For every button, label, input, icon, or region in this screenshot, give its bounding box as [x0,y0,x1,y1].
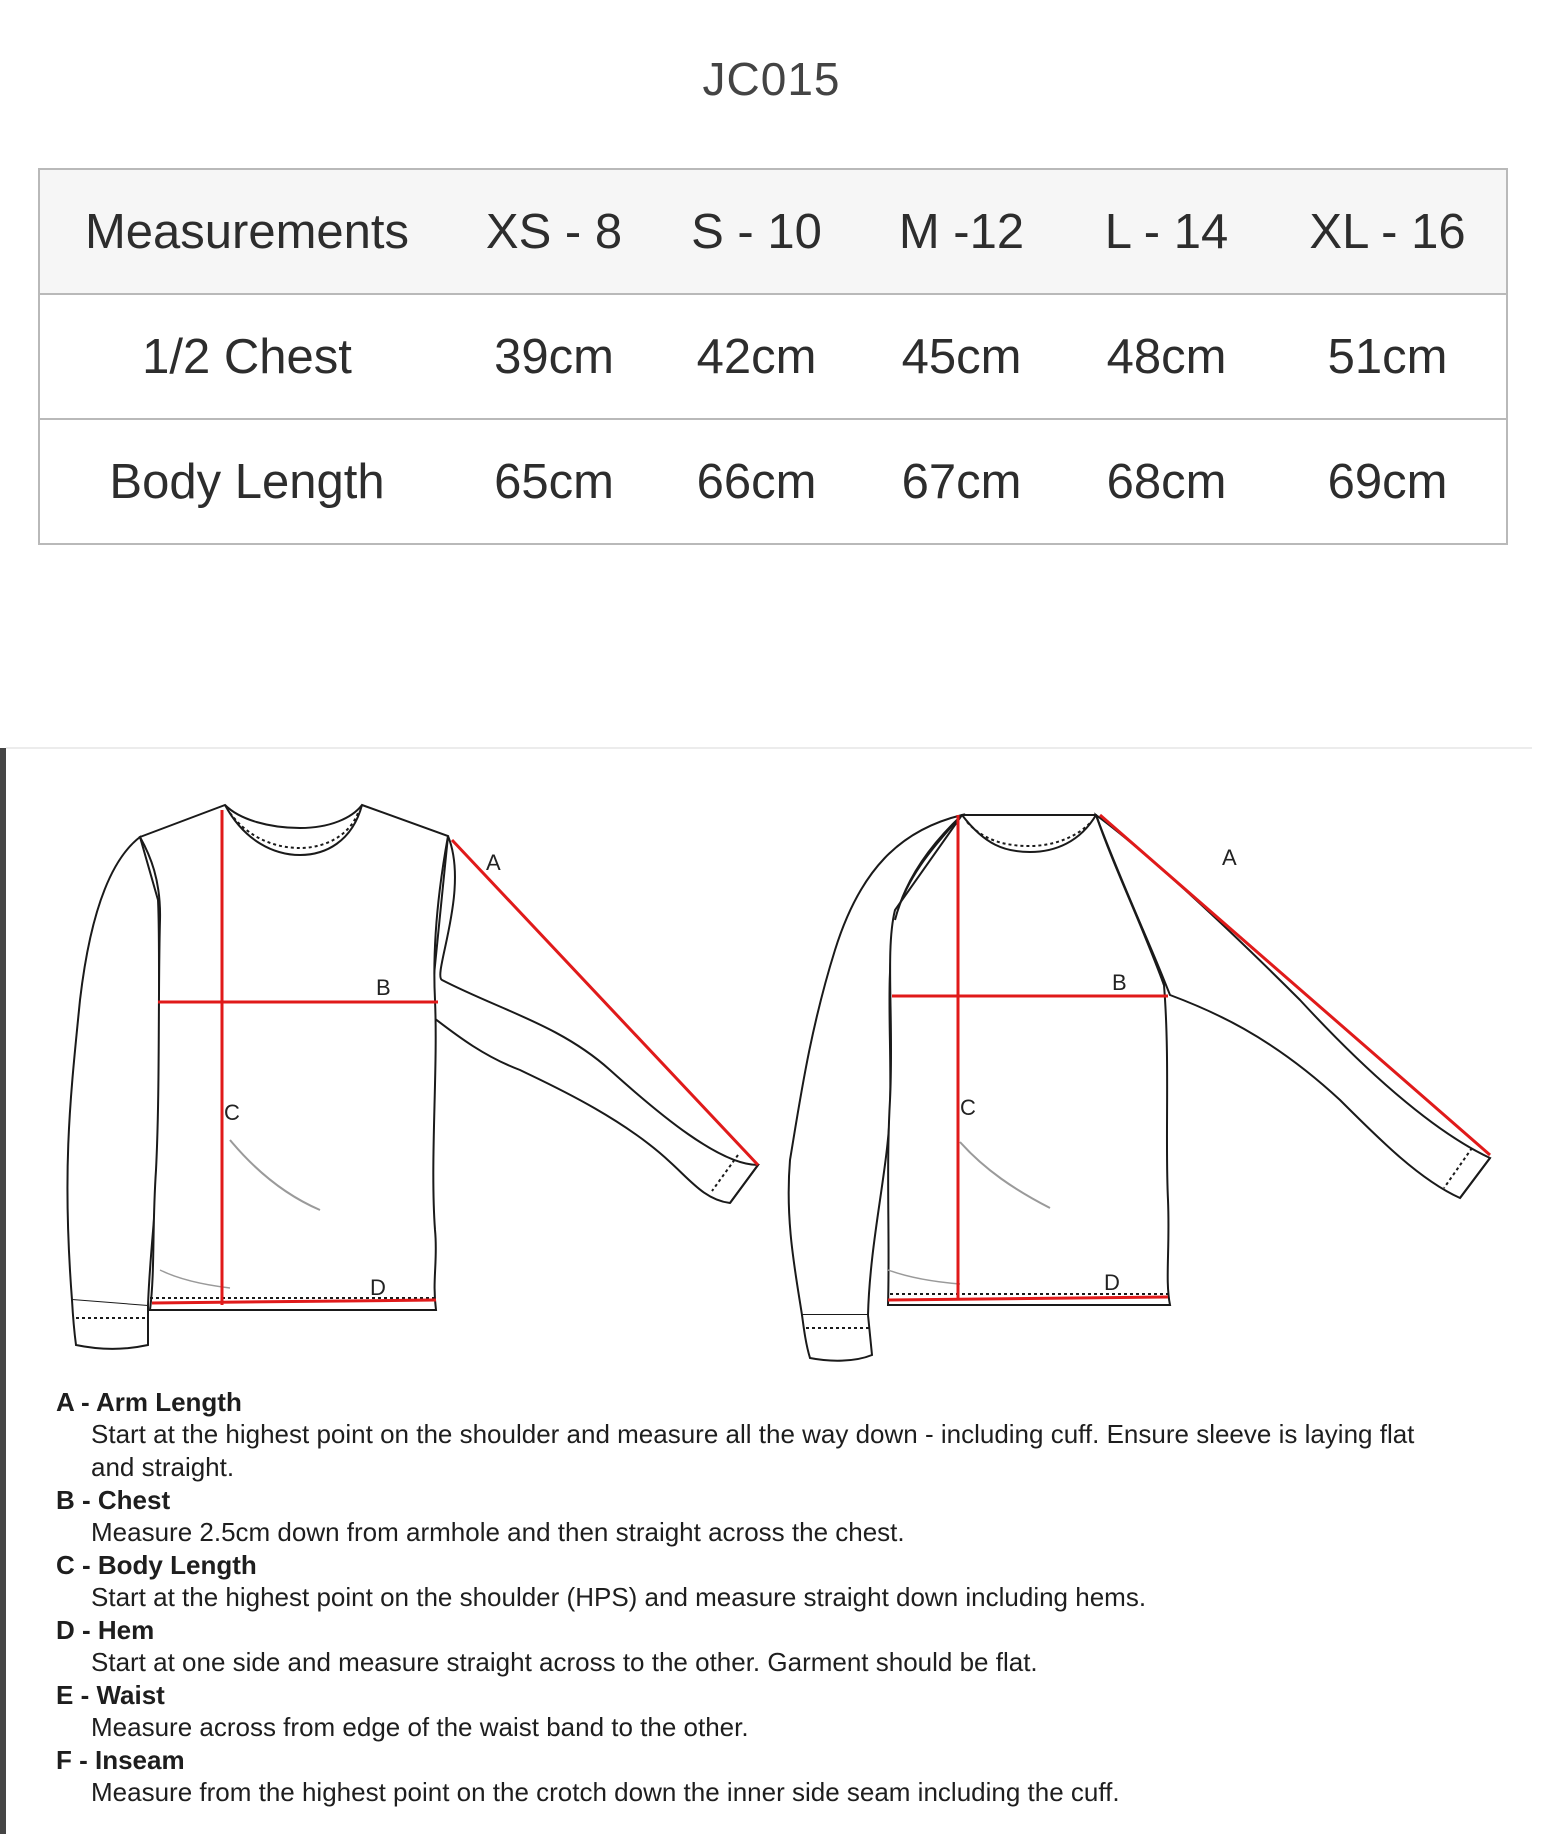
header-cell: XS - 8 [454,169,654,294]
left-label-c: C [224,1100,240,1125]
definition-title: E - Waist [56,1680,165,1710]
table-cell: 45cm [859,294,1064,419]
left-label-b: B [376,975,391,1000]
definition-hem [56,1614,1496,1679]
definition-text: Measure from the highest point on the crotch down the inner side seam including the cuff. [91,1777,1120,1807]
table-cell: 66cm [654,419,859,544]
definition-text: Measure 2.5cm down from armhole and then straight across the chest. [91,1517,905,1547]
measurement-definitions [56,1386,1496,1809]
definition-title: A - Arm Length [56,1387,242,1417]
table-cell: 69cm [1269,419,1507,544]
definition-arm-length [56,1386,1496,1484]
definition-body-length [56,1549,1496,1614]
table-row [39,294,1507,419]
definition-text: Start at the highest point on the shoulder (HPS) and measure straight down including hems. [91,1582,1147,1612]
section-divider [6,747,1532,749]
definition-inseam [56,1744,1496,1809]
raglan-sleeve-tshirt-drawing [789,815,1490,1361]
row-label-cell: 1/2 Chest [39,294,454,419]
left-label-d: D [370,1275,386,1300]
right-label-c: C [960,1095,976,1120]
table-cell: 42cm [654,294,859,419]
table-cell: 68cm [1064,419,1269,544]
page-title: JC015 [702,53,841,105]
table-cell: 65cm [454,419,654,544]
left-label-a: A [486,850,501,875]
definition-title: B - Chest [56,1485,171,1515]
table-cell: 39cm [454,294,654,419]
definition-text: Measure across from edge of the waist band to the other. [91,1712,749,1742]
right-label-b: B [1112,970,1127,995]
definition-title: C - Body Length [56,1550,257,1580]
header-cell: XL - 16 [1269,169,1507,294]
set-in-sleeve-tshirt-drawing [67,805,758,1349]
size-chart-table [38,168,1508,545]
right-label-d: D [1104,1270,1120,1295]
row-label-cell: Body Length [39,419,454,544]
definition-title: D - Hem [56,1615,155,1645]
header-cell: Measurements [39,169,454,294]
header-cell: M -12 [859,169,1064,294]
table-cell: 67cm [859,419,1064,544]
definition-text: Start at the highest point on the shoulder and measure all the way down - including cuff. Ensure sleeve is laying flat and straight. [91,1419,1415,1482]
table-header-row [39,169,1507,294]
definition-chest [56,1484,1496,1549]
header-cell: S - 10 [654,169,859,294]
garment-diagrams [0,770,1543,1370]
table-row [39,419,1507,544]
header-cell: L - 14 [1064,169,1269,294]
table-cell: 51cm [1269,294,1507,419]
right-label-a: A [1222,845,1237,870]
definition-text: Start at one side and measure straight across to the other. Garment should be flat. [91,1647,1038,1677]
definition-title: F - Inseam [56,1745,185,1775]
table-cell: 48cm [1064,294,1269,419]
definition-waist [56,1679,1496,1744]
